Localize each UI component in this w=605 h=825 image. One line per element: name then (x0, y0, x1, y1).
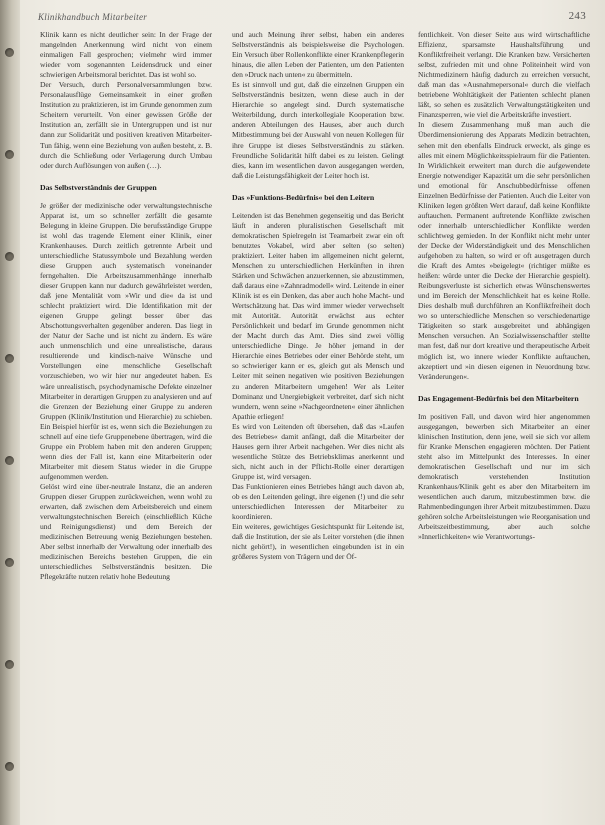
section-heading: Das Engagement-Bedürfnis bei den Mitarbeitern (418, 393, 579, 403)
paragraph: Der Versuch, durch Personalversammlungen bzw. Personalausflüge Gemeinsamkeit in einer großen Institution zu praktizieren, ist im Grunde genommen zum Scheitern verurteilt. Von einer gewissen Größe der Institution an, zerfällt sie in Untergruppen und ist nur dann zur Solidarität und positiven kreativen Mitarbeiter-Tun fähig, wenn eine Beziehung von außen besteht, z. B. durch die Schließung oder Verlagerung durch Umbau oder durch Auflösungen von außen (…). (40, 80, 212, 170)
paragraph: Ein weiteres, gewichtiges Gesichtspunkt für Leitende ist, daß die Institution, der sie als Leiter vorstehen (die ihnen nicht gehört!), in wesentlichen eingebunden ist in ein größeres System von Trägern und der Öf- (232, 522, 404, 562)
text-column-3 (418, 30, 590, 542)
running-title: Klinikhandbuch Mitarbeiter (38, 12, 148, 22)
paragraph: Je größer der medizinische oder verwaltungstechnische Apparat ist, um so schneller zerfällt die gesamte Belegung in kleine Gruppen. Die berufsständige Gruppe ist wohl das tragende Element einer Klinik, einer Krankenhauses. Durch zeitlich getrennte Arbeit und unterschiedliche Statussymbole und Bezahlung werden diese Gruppen auch systematisch voneinander ferngehalten. Die Arbeitszusammenhänge innerhalb dieser Gruppen kann nur dadurch gewährleistet werden, daß jene Mentalität vom »Wir und die« da ist und schlecht praktiziert wird. Die Identifikation mit der eigenen Gruppe gelingt besser über das Abschottungsverhalten gegenüber anderen. Das liegt in der Natur der Sache und ist nicht zu ändern. Es wäre auch unmenschlich und eine unrealistische, daraus resultierende und kindisch-naive Wünsche und Vorstellungen eine menschliche Gesellschaft vorzuschieben, wo wir hier nur angedeutet haben. Es wäre unrealistisch, psychodynamische Defekte einzelner Mitarbeiter in derartigen Gruppen zu analysieren und auf die Grenzen der Beziehung einer Gruppe zu anderen Gruppen (Klinik/Institution und Hierarchie) zu schieben. Ein Beispiel hierfür ist es, wenn sich die Beziehungen zu schnell auf eine tiefe Gruppenebene übertragen, wird die Gruppe ein Problem haben mit den anderen Gruppen; wenn dies der Fall ist, kann eine Mitarbeiterin oder Mitarbeiter mit diesem Status wieder in die Gruppe aufgenommen werden. (40, 200, 212, 481)
paragraph: und auch Meinung ihrer selbst, haben ein anderes Selbstverständnis als beispielsweise die Psychologen. Ein Versuch über Rollenkonflikte einer Krankenpflegerin hinaus, die allen Leben der Patienten, um den Patienten den »Druck nach unten« zu übermitteln. (232, 30, 404, 80)
text-column-2 (232, 30, 404, 562)
paragraph: In diesem Zusammenhang muß man auch die Überdimensionierung des Apparats Medizin betrachten, sehen mit den ebenfalls Eindruck erweckt, als ginge es alles mit einem Möglichkeitsspielraum für die Patienten. In Wirklichkeit erweitert man durch die aufgewendete Energie notwendiger Kapazität um die sehr persönlichen und emotional für Anschubbedürfnisse offenen Einzelnen Bedürfnisse der Patienten. Auch die Leiter von Kliniken legen größten Wert darauf, daß keine Konflikte auftauchen. Permanent auftretende Konflikte zwischen oder innerhalb unterschiedlicher Konflikte werden schlichtweg gemieden. In der Konflikt nicht mehr unter der Decke der Widerständigkeit und des Menschlichen aufgehoben zu halten, so wird er oft ausgetragen durch die Kraft des Amtes »beigelegt« (richtiger müßte es heißen: würde unter die Decke der Hierarchie gespielt). Reibungsverluste ist sicherlich etwas Wünschenswertes und im Bereich der Menschlichkeit hat es keine Rolle. Dies deshalb muß durchführen an Konfliktfreiheit doch wo so unterschiedliche Menschen so verschiedenartige Tätigkeiten so stark ausgebreitet und abhängigen Menschen versuchen. An Sozialwissenschaftler stellte man fest, daß nur dort kreative und therapeutische Arbeit möglich ist, wo innere wieder Konflikte auftauchen, akzeptiert und »in diesen eigenen in Neuordnung bzw. Veränderungen«. (418, 120, 590, 381)
paragraph: Es wird von Leitenden oft übersehen, daß das »Laufen des Betriebes« damit anfängt, daß die Mitarbeiter der Hauses gern ihrer Arbeit nachgehen. Wer dies nicht als wesentliche Stütze des Betriebsklimas anerkennt und sich, nicht auch in der Pflicht-Rolle einer derartigen Gruppe ist, wird versagen. (232, 421, 404, 481)
text-column-1 (40, 30, 212, 582)
page-number: 243 (568, 10, 586, 22)
paragraph: fentlichkeit. Von dieser Seite aus wird wirtschaftliche Effizienz, sparsamste Haushaltsführung und Konfliktfreiheit verlangt. Die Kranken bzw. Versicherten selbst, zufrieden mit und ohne Politeinheit wird von Nichtmedizinern häufig dadurch zu erreichen versucht, daß man das »Ausnahmepersonal« durch die vielfach betriebene Wohltätigkeit der Patienten schlecht planen läßt, so sehen es zusätzlich Verwaltungstätigkeiten und Finanzsperren, wie viel die Arbeitskräfte investiert. (418, 30, 590, 120)
paragraph: Klinik kann es nicht deutlicher sein: In der Frage der mangelnden Anerkennung wird nicht von einem einmaligen Fall gesprochen; vielmehr wird immer wieder vom sogenannten Leidensdruck und einer schwierigen Arbeitsmoral berichtet. Das ist wohl so. (40, 30, 212, 80)
section-heading: Das »Funktions-Bedürfnis« bei den Leitern (232, 192, 375, 202)
section-heading: Das Selbstverständnis der Gruppen (40, 182, 157, 192)
paragraph: Das Funktionieren eines Betriebes hängt auch davon ab, ob es den Leitenden gelingt, ihre eigenen (!) und die sehr unterschiedlichen Interessen der Mitarbeiter zu koordinieren. (232, 481, 404, 522)
paragraph: Im positiven Fall, und davon wird hier angenommen ausgegangen, bewerben sich Mitarbeiter an einer klinischen Institution, denn jene, weil sie sich vor allem für Kranke Menschen engagieren möchten. Der Patient steht also im Mittelpunkt des Interesses. In einer demokratischen Gesellschaft und nur im sich demokratisch verstehenden Institution Krankenhaus/Klinik geht es aber den Mitarbeitern im wesentlichen auch darum, mitzubestimmen bzw. die Rahmenbedingungen ihrer Arbeit mitzubestimmen. Dazu gehören solche Arbeitsleistungen wie Reorganisation und Arbeitszeitbestimmung, aber auch solche »Innerlichkeiten« wie Verantwortungs- (418, 411, 590, 542)
paragraph: Leitenden ist das Benehmen gegenseitig und das Bericht läuft in anderen pluralistischen Gesellschaft mit demokratischen Spielregeln ist Teamarbeit zwar ein oft benutztes Vokabel, wird aber selten (so selten) praktiziert. Leiter haben im allgemeinen nicht gelernt, Menschen zu unterschiedlichen Herkünften in ihren Stärken und Schwächen anzuerkennen, sie abzustimmen, daß daraus eine »Zahnradmodell« wird. Leitende in einer Klinik ist es ein Denken, das aber auch hohe Macht- und Wertschätzung hat. Das wird immer wieder verwechselt mit Autorität. Autorität erwächst aus echter Persönlichkeit und bedarf im Grunde genommen nicht der Macht durch das Amt. Dies sind zwei völlig unterschiedliche Dinge. Je höher jemand in der Hierarchie eines Betriebes oder einer Behörde steht, um so schwieriger kann er es, gleich gut als Mensch und Leiter mit seinen negativen wie positiven Beziehungen zu anderen Mitarbeitern umgehen! Wer als Leiter Dominanz und Unergiebigkeit verbreitet, darf sich nicht wundern, wenn seine »Nachgeordneten« einer ähnlichen Apathie erliegen! (232, 210, 404, 421)
page-header (38, 10, 592, 24)
paragraph: Gelöst wird eine über-neutrale Instanz, die an anderen Gruppen dieser Gruppen zurückweichen, wenn wohl zu erwarten, daß zwischen dem Arbeitsbereich und einem verwaltungstechnischen Bereich (einschließlich Küche und Reinigungsdienst) und dem Bereich der medizinischen Betreuung wenig Beziehungen bestehen. Aber selbst innerhalb der Verwaltung oder innerhalb des medizinischen Bereichs bestehen Gruppen, die ein unterschiedliches Selbstverständnis besitzen. Die Pflegekräfte nutzen relativ hohe Bedeutung (40, 481, 212, 582)
binding-holes (5, 0, 15, 825)
paragraph: Es ist sinnvoll und gut, daß die einzelnen Gruppen ein Selbstverständnis besitzen, wenn diese auch in der Hierarchie so angelegt sind. Durch systematische Weiterbildung, durch interkollegiale Kooperation bzw. anderen Abteilungen des Hauses, aber auch durch Mitbestimmung bei der Auswahl von neuen Kollegen für ihre Gruppe ist dieses Selbstverständnis zu stärken. Freundliche Solidarität hilft dabei es zu leisten. Gelingt dies, kann im wesentlichen davon ausgegangen werden, daß die Leistungsfähigkeit der Leiter hoch ist. (232, 80, 404, 180)
